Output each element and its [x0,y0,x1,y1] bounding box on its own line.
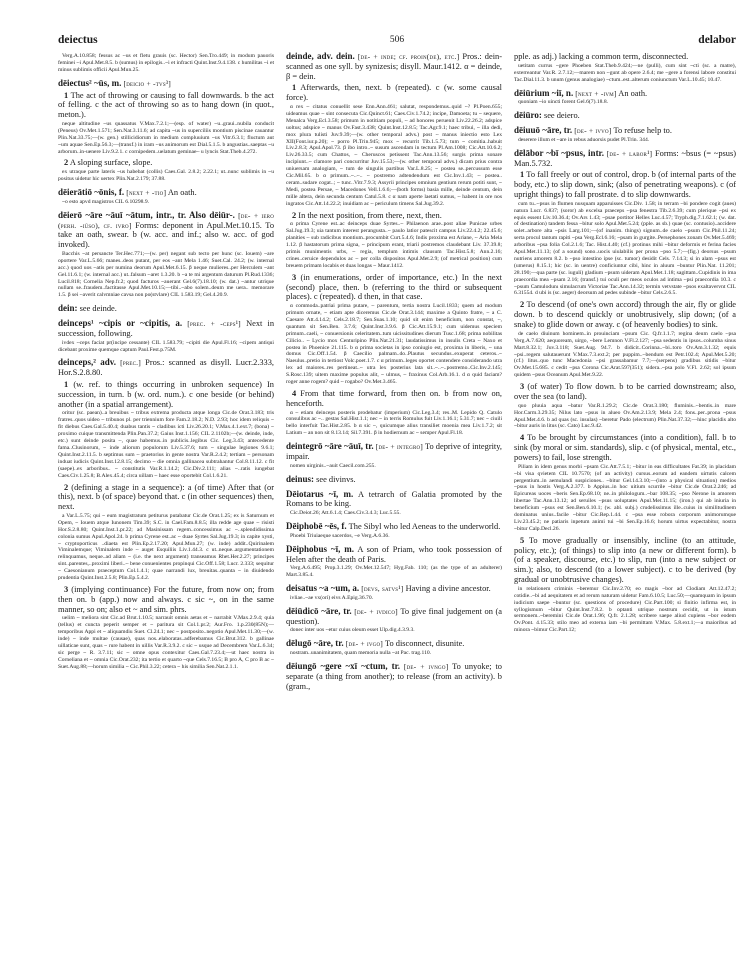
definition: A tetrarch of Galatia promoted by the Romans to be king. [286,489,502,509]
etymology: [devs, satvs¹] [361,584,404,594]
citations: a Var.L.5.75; qui ~ eum magistratum petiturus putabatur Cic.de Orat.1.25; ex is Saturnum et Opem, ~ Iouem atque Iunonem Tim.39; S.C. in Cael.Fam.8.8.5; illa redde age quae ~ risisti Hor.S.2.8.80; Quint.Inst.1.pr.22; ad Masinissam regem..concessimus ac ~..splendidissima colonia sumus Apul.Apol.24. b prima Cyrene est..ac ~ duae Syrtes Sal.Jug.19.3; in capite xysti, ~ cryptoporticus ..diaeta est Plin.Ep.2.17.20; Apul.Mun.27; (w. inde) addit..Quirinalem Viminalemque; Viminalem inde ~ auget Esquiliis Liv.1.44.3. c ut..neque..argumentationem relinquamus, neque..ad aliam ~ (i.e. the next argument) transeamus Rhet.Her.2.27; principes sint..parentes,..proximi liberi..~ bene conuenientes propinqui Cic.Off.1.58; Lucr. 2.333; sequitur ~ Caesonianum praeceptum Col.1.4.1; quae narrandi lux, breuitas..quanta ~ in diuidendo prudentia Quint.Inst.2.5.8; Plin.Ep.5.4.2. [58,512,274,582]
column-2 [286,52,502,957]
sense-number: 1 [64,90,69,100]
dictionary-entry [58,319,274,353]
running-head-first-word: deiectus [58,34,98,46]
citations: Phoebi Triuiaeque sacerdos, ~e Verg.A.6.36. [290,532,390,539]
entry-head [286,442,502,462]
etymology: [prec.] [120,358,142,368]
dictionary-entry [514,126,736,144]
citations: de caelo diuinum hominem..in prouinciam ~psum Cic. Q.fr.1.1.7; regina deum caelo ~psa Verg.A.7.620; aequoream, uirgo, ~bere Lemnon V.Fl.2.127; ~psa sedentis in ipsos..columba sinus Mart.8.32.1; Juv.3.118; Suet.Aug. 94.7. b didicit..Corinna..~bi..toro Ov.Am.3.1.32; equis ~psi..regem salutauerunt V.Max.7.3.ext.2; per puppim..~bendum est Petr.102.4; Apul.Met.5.20; (cf.) litus..quo tunc Macedonia ~psi grassabamur 7.7;—(serpens) gradibus sitidis ~bitur Ov.Met.15.685. c cedit ~psa Corona Cic.Arat.597(351); sidera..~psa polo V.Fl. 2.62; sol ipsum quidem ~psus Oceanum Apul.Met.9.22. [514,330,736,379]
sense-definition: 4 From that time forward, from then on. b from now on, henceforth. [286,388,502,408]
column-1 [58,52,274,902]
entry-head [58,188,274,198]
dictionary-entry [58,79,274,183]
headword: Dēiotarus ~ī, m. [286,488,354,499]
entry-head [514,126,736,136]
headword: deinceps,² adv. [58,357,116,368]
dictionary-entry [286,490,502,518]
sense-definition: 1 (w. ref. to things occurring in unbroken sequence) In succession, in turn. b (w. ord. num.). c one beside (or behind) another (in a spatial arrangement). [58,380,274,409]
etymology: [de- + iero (perh. -iūso), cf. ivro] [58,210,274,230]
headword: dēiūro: [514,110,542,121]
sense-definition: 2 A sloping surface, slope. [64,158,153,168]
headword: dēiūrium ~iī, n. [514,87,574,98]
citations: nostram..unanimitatem, quam memoria nulla ~at Pac. trag.110. [290,650,432,657]
sense-definition: 2 (defining a stage in a sequence): a (of time) After that (or this), next. b (of space) beyond that. c (in other sequences) then, next. [58,482,274,512]
sense-definition: 1 To fall freely or out of control, drop. b (of internal parts of the body, etc.) to slip down, sink; (also of penetrating weapons). c (of upright things) to fall prostrate. d to slip downwards. [514,170,736,199]
definition: Pros.: dein- scanned as one syll. by synizesis; disyll. Maur.1412. α = deinde, β = dein. [286,52,502,81]
headword: dēiūdicō ~āre, tr. [286,605,352,616]
definition: To refuse help to. [613,126,672,136]
definition: see divinvs. [316,474,356,484]
sense-number: 4 [520,433,525,443]
headword: deinde, adv. dein. [286,52,355,61]
citations: nomen uirginis..~auit Caecil.com.255. [290,462,376,469]
page-number: 506 [389,35,405,45]
citations: ivdex ~ceps faciat pr(incipe cessante) CIL 1.583.79; ~cipiti die Apul.Fl.16; ~cipem antiqui dicebant proxime quemque captum Paul.Fest.p.75M. [58,339,274,353]
sense-definition: 5 To move gradually or insensibly, incline (to an attitude, policy, etc.); (of things) to slip into (a new or different form). b (of a speaker, discourse, etc.) to slip, run (into a new subject or sim.); also, to descend (to a lower subject). c to be derived (by gradual or unobtrusive changes). [514,535,736,584]
sense-number: 4 [292,388,297,398]
dictionary-entry [58,53,274,74]
definition: Next in succession, following. [58,319,274,338]
sense-number: 1 [520,170,525,180]
citations: ivliae..~ae vx(ori) eivs A.Epig.36.70. [290,594,374,601]
sense-number: 1 [292,83,297,93]
definition: Forms: ~bsus (= ~psus) Man.5.732. [514,148,736,168]
definition: The Sibyl who led Aeneas to the underworld. [348,522,501,531]
dictionary-entry [514,111,736,121]
dictionary-entry [286,662,502,691]
definition: A son of Priam, who took possession of Helen after the death of Paris. [286,544,502,564]
sense-number: 3 [520,382,525,392]
citations: ex utraque parte lateris ~us habebat (collis) Caes.Gal. 2.8.2; 2.22.1; ut..nunc sublimis in ~u positus uidetur hic uertex Plin.Nat.2.179; 37.88. [58,169,274,183]
citations: oritur (sc. paean)..a breuibus ~ tribus extrema producta atque longa Cic.de Orat.3.183; tris fratres..quos uideo ~ tribunos pl. per triennium fore Fam.2.18.2; N.D. 2.93; hoc idem reliquis ~ fit diebus Caes.Gal.5.40.4; duabus tantis ~ cladibus icti Liv.26.20.1; V.Max.4.1.ext.7; (bona) ~ proximo cuique transmittenda Plin.Pan.37.2; Gaius Inst.1.156; CIL 2.1102b;—(w. deinde, inde, etc.) sunt deinde posita ~, quae habemus..in publicis..legibus Cic. Leg.3.43; antecedente fama..Clusinorum, ~ inde aliorum populorum Liv.5.37.6; tum ~ singulae legiones 9.6.1; Quint.Inst.2.11.5. b septimus sum ~ praetorius in gente nostra Var.R.2.4.2; tertiam ~ personam induat iudicis Quint.Inst.12.8.15; decimo ~ die omnia gallinacea subtrahantur Col.8.11.12. c fit (saepe)..ex arboribus.. ~ constitutis Var.R.1.14.2; Cic.Div.2.111; alias ~..ratis iungebat Caes.Civ.1.25.8; B.Alex.45.4; circa uillam ~ haec esse oportebit Col.1.6.21. [58,410,274,479]
citations: neque altitudine ~us quassatus V.Max.7.2.1;—(esp. of water) ~u..graui..nubila conducit (Peneus) Ov.Met.1.571; Sen.Nat.3.11.6; ad capita ~us in superciliis montium piscinae cauantur Plin.Nat.33.75;—(w. gen.) stillicidiorum in medium compluuium ~us Vitr.6.3.1; fluctum aut ~um aquae Sen.Ep.56.3;—(transf.) in iram ~us animorum est Dial.5.1.5. b angustias..saeptas ~u arborum..in-uenere Liv.9.2.1. c cornipedem..uelatum geminae~ u lyncis Stat.Theb.4.272. [58,120,274,155]
entry-head [514,52,736,62]
definition: To unyoke; to separate (a thing from another); to release (from an activity). b (gram., [286,662,502,691]
citations: ~o esto apvd magistros CIL 6.10298.9. [62,198,150,205]
citations: Verg.A.6.495; Prop.3.1.29; Ov.Met.12.547; Hyg.Fab. 110; (as the type of an adulterer) Mart.3.85.4. [286,565,502,579]
headword: Dēiphobus ~ī, m. [286,543,355,554]
dictionary-entry [286,639,502,657]
running-head [58,34,736,50]
dictionary-entry [514,52,736,84]
citations: quo pluuia aqua ~batur Var.R.1.29.2; Cic.de Orat.3.180; fluminis..~bentis..in mare Hor.Carm.3.29.35; Nilus lato ~psus in alueo Ov.Am.2.13.9; Mela 2.4; fons..per..prona ~psus Apul.Met.4.6. b ad quas (sc. insulas) ~beretur Pado (electrum) Plin.Nat.37.32;—hinc placidis alto ~bitur auris in litus (sc. Cato) Luc.9.42. [514,402,736,430]
dictionary-page [58,0,748,963]
sense-definition: 2 To descend (of one's own accord) through the air, fly or glide down. b to descend quickly or unobtrusively, slip down; (of a snake) to glide down or away. c (of heavenly bodies) to sink. [514,300,736,329]
etymology: [prec. + -ceps¹] [187,319,241,329]
entry-head [58,211,274,250]
sense-definition: 2 In the next position, from there, next, then. [292,210,442,220]
running-head-last-word: delabor [698,34,736,46]
headword: Dēiphobē ~ēs, f. [286,521,347,531]
headword: dēierātiō ~ōnis, f. [58,187,125,198]
headword: dēiungō ~gere ~xī ~ctum, tr. [286,661,401,672]
entry-head [286,475,502,485]
entry-head [58,319,274,339]
definition: see deinde. [79,304,117,314]
dictionary-entry [58,188,274,206]
sense-definition: 3 (of water) To flow down. b to be carried downstream; also, over the sea (to land). [514,382,736,401]
entry-head [58,79,274,89]
citations: deserere illum et ~are in rebus aduorsis pudet Pl.Trin. 344. [518,136,650,143]
entry-head [286,662,502,691]
sense-definition: 1 The act of throwing or causing to fall downwards. b the act of felling. c the act of throwing so as to hang down (in quot., meton.). [58,90,274,120]
citations: donec inter uos ~etur cuius oleum esset Ulp.dig.4.3.9.3. [290,627,415,634]
dictionary-entry [286,545,502,579]
citations: cum tu..~psus in flumen nusquam apparuisses Cic.Div. 1.58; in terram ~bi pondere cogit (aues) natura Lucr. 6.837; (soror) ab excelsa praeceps ~psa fenestra Tib.2.6.39; cum plerique ~psi ex equis essent Liv.10.36.4; Ov.Ars 1.43; ~psae portitor Helles Luc.4.57; Tryph.dig.7.1.62.1; (w. dat. of destination) tandem fessa ~bitur solo Apul.Met.5.24; (pple. as sb.) quae (sc. contusio)..accidere solet..arbore alta ~psis Larg.101;—(of inanim. things) signum..de caelo ~psum Cic.Phil.11.24; serta procul tantum rapiti ~psa Verg.Ecl.6.16; ~psam in gurgite..Persephones zonam Ov.Met.5.469; arboribus ~psa folia Col.2.1.6; Tac. Hist.4.40; (cf.) protinus mihi ~bitur deformis et ferina facies Apul.Met.11.13; (of a sound) sono..uocis uiulabilis per prona ~pso 5.7;—(fig.) deorsus ~psum nutriens amorem 8.2. b ~pso intestino ipse (sc. tumor) desidit Cels. 7.14.3; si in alam ~psus est (umerus) 8.15.1; hic (sc. in uentre) conficiuntur cibi, hinc in aluum ~buntur Plin.Nat. 11.201; 28.190;—qua parte (sc. iuguli) gladium ~psum uideram Apul.Met.1.18; sagittam..Cupidinis in ima praecordia mea ~psam 2.16; (transf.) tui oculi per meos oculos ad intima ~psi praecordia 10.3. c ~psum Camulodunι simulacrum Victoriae Tac.Ann.14.32; termin vetvstate ~psos exaltavervnt CIL 6.31554. d ubi is (sc. aeger) deorsum ad pedes subinde ~bitur Cels.2.6.5. [514,200,736,297]
citations: uelim ~ meliora sint Cic.ad Brut.1.10.5; narrauit omnis aetas et ~ narrabit V.Max.2.9.4; quia (tellus) et cuncta peperit semper et ~ paritura sit Col.1.pr.2; Aur.Fro. 1.p.230(85N);—temporibus Appi et ~ aliquamdiu Suet. Cl.24.1; nec ~ postposito..negotio Apul.Met.11.30;—(w. inde) ~ inde multae (causae), quas nos..elaboratas..adferebamus Cic.Brut.312. b gallinae uillaticae sunt, quas ~ rure habent in uillis Var.R.3.9.2. c sic ~ usque ad Decembrem Var.L.6.34; sic perge ~ R. 3.7.11; sic ~ omne opus contexitur Caes.Gal.7.23.4;—ut haec nostra in Corneliana et ~ omnia Cic.Orat.232; ita tertio et quarto ~que Cels.7.16.5; B pro A, C pro B ac ~ Suet.Aug.88;—horum similia ~ Cic.Phil.3.22; cetera ~ his similia Sen.Nat.2.1.1. [58,615,274,670]
citations: Bacchis ~at persancte Ter.Hec.771;—(w. per) negant sub tecto per hunc (sc. Iouem) ~are oportere Var.L.5.66; manes..deos putant, per eos ~ant Mela 1.46; Suet.Cal. 24.2; (w. internal acc.) quod uos ~atis per numina deorum Apul.Met.6.15. β neque mulieres..per Herculem ~ant Gel.11.6.1; (w. internal acc.) ut..falsum ~aret 1.3.20. b ~a te mi argentum daturum Pl.Rud.1336; Lucil.818; Cornelia Nep.fr.2; quod facturos ~auerant Gel.6(7).18.10; (w. dat.) ~antur utrique nullam se..fraudem..factitasse Apul.Met.10.15;—tibi..~abo solem..deum me uera.. memorare 1.5. β sei ~averit calvmniae cavsa non po(stvlare) CIL 1.583.19; Gel.4.20.9. [58,250,274,299]
dictionary-entry [286,475,502,485]
sense-number: 3 [64,584,69,594]
definition: Forms: deponent in Apul.Met.10.15. To take an oath, swear. b (w. acc. and inf.; also w. acc. of god invoked). [58,220,274,250]
dictionary-entry [514,89,736,107]
etymology: [de- + ivngo] [403,662,449,672]
entry-head [58,358,274,378]
sense-definition: 1 Afterwards, then, next. b (repeated). c (w. some causal force). [286,83,502,103]
entry-head [286,545,502,565]
sense-number: 2 [64,482,69,492]
definition: Pros.: scanned as disyll. Lucr.2.333, Hor.S.2.8.80. [58,358,274,378]
etymology: [de- + inde; cf. proin(de), etc.] [357,52,460,61]
sense-number: 5 [520,535,525,545]
definition: pple. as adj.) lacking a common term, disconnected. [514,52,689,61]
headword: dēiectus² ~ūs, m. [58,77,122,88]
etymology: [de- + ivgo] [345,639,384,649]
headword: dēierō ~āre ~āuī ~ātum, intr., tr. Also dēiūr-. [58,209,235,220]
dictionary-entry [286,442,502,470]
citations: α commoda..patriai prima putare, ~ parentum, tertia nostra Lucil.1833; quem ad modum primum ornate, ~ etiam apte diceremus Cic.de Orat.3.144; maxime a Quinto fratre, ~ a C. Caesare Att.4.14.2; Cels.2.18.7; Sen.Suas.1.10; quid sit enim beneficium, non constat, ~, quantum sit Sen.Ben. 3.7.6; Quint.Inst.3.9.6. β Cic.Att.15.9.1; cum uidemus speciem primum..caeli, ~ conuersionis celeritatem..tum uicissitudines dierum Tusc.1.68; prima nobilitas Cilicio.. ~ Lycio mox Centuripino Plin.Nat.21.31; laudatissimus in insulis Creta ~ Naxo et postea in Phoenice 21.115. b α prima societas in ipso coniugio est, proxima in liberis, ~ una domus Cic.Off.1.54. β Caecilio palmam..do..Plautus secundus..exuperat ceteros..~ Naeulus..pretio in tertiost Volc.poet.1.7. c α primum..leges oportet contendere considerando utra lex ad maiores..res pertineat..~ utra lex posterius lata sit..~..~..postremo..Cic.Inv.2.145; S.Rosc.139; uitem maxime populus alit, ~ ulmus, ~ fraxinus Col.Arb.16.1. d α quid faciam? roger anne rogem? quid ~ rogabo? Ov.Met.3.465. [286,303,502,386]
etymology: [next + -ivm] [575,88,617,98]
entry-head [286,607,502,627]
entry-head [286,490,502,510]
citations: α rex ~ citatus conuellit sese Enn.Ann.461; salutat, respondemus..quid ~? Pl.Poen.655; uideamus quae ~ sint consecuta Cic.Quinct.61; Caes.Civ.1.74.2; incipe, Damoeta; tu ~ sequere, Menalca Verg.Ecl.3.58; primum in notitiam populi, ~ ad honores peruenit Liv.22.26.2; adspice uoltus; adspice ~ manus Ov.Fast.3.438; Quint.Inst.12.8.5; Tac.Agr.9.1; haec tribui, ~ illa dedi, mox plura tulisti Juv.9.39;—(w. other temporal advs.) post ~ manus iniectio esto Lex XII(Font.iur.p.20); ~ porro Pl.Trin.945; mox ~ recurrit Tib.1.5.73; tum ~ comitia..habuit Liv.2.8.3; Apul.Apol.73. β ibo intro..~ susum ascendam in tectum Pl.Am.1008; Cic.Att.10.6.2; Liv.26.33.5; cum Chattos, ~ Cheruscos petissent Tac.Ann.13.56; surgis prima sonare incipiunt..~ clamore pari concurritur Juv.15.53;—(w. other temporal advs.) dicam prius contra uniuersam analogiam, ~ tum de singulis partibus Var.L.8.25; ~ postea se..percussum esse Cic.Mil.65. b α primum..~..~.. ~ postremo adtendendum est Cic.Inv.1.43; ~ postea.. ceram..sudare cogat..; ~ tunc..Vitr.7.9.3; Assyrii principes omnium gentium rerum potiti sunt, ~ Medi, postea Persae, ~ Macedones Vell.1.6.6;—(both forms) basia mille, deinde centum, dein mille altera, dein secunda centum Catul.5.8. c α nam aperte laetati sumus, ~ habent in ore nos ingratos Cic.Att.14.22.2; inuidiam ac ~ periculum timens Sal.Jug.39.2. [286,103,502,207]
citations: quoniam ~io uincti forent Gel.6(7).18.8. [518,99,609,106]
entry-head [286,522,502,532]
dictionary-entry [286,584,502,602]
headword: dēlugō ~āre, tr. [286,638,344,649]
citations: Verg.A.10.858; fessus ac ~us et fletu grauis (sc. Hector) Sen.Tro.449; in modum pauoris feminei ~i Apul.Met.8.5. b (sumus) in epilogis..~i et infracti Quint.Inst.9.4.138. c humilitas ~i et minus sublimis officii Apul.Mun.25. [58,53,274,73]
sense-number: 1 [64,380,69,390]
dictionary-entry [58,304,274,314]
headword: deisatus ~a ~um, a. [286,583,360,594]
headword: deintegrō ~āre ~āuī, tr. [286,441,374,452]
etymology: [de- + ivdico] [354,606,398,616]
headword: dein: [58,303,78,314]
citations: Cic.Deiot.26; Att.6.1.4; Caes.Civ.3.4.3; Luc.5.55. [290,510,401,517]
definition: see deiero. [543,111,580,121]
sense-number: 2 [292,210,297,220]
dictionary-entry [58,358,274,670]
column-3 [514,52,736,957]
sense-definition: 4 To be brought by circumstances (into a condition), fall. b to sink (by moral or sim. standards), slip. c (of physical, mental, etc., powers) to fail, lose strength. [514,433,736,462]
dictionary-entry [514,149,736,634]
entry-head [514,89,736,99]
sense-definition: 3 (in enumerations, order of importance, etc.) In the next (second) place, then. b (referring to the third or subsequent places). c (repeated). d then, in that case. [286,272,502,302]
definition: To deprive of integrity, impair. [286,442,502,461]
sense-definition: 3 (implying continuance) For the future, from now on; from then on. b (app.) now and always. c sic ~, on in the same manner, so on; also et ~ and sim. phrs. [58,584,274,614]
sense-number: 2 [520,300,525,310]
entry-head [514,149,736,169]
dictionary-entry [286,52,502,437]
definition: To give final judgement on (a question). [286,606,502,626]
etymology: [de- + integro] [375,442,424,452]
entry-head [286,584,502,594]
citations: uetitam currus ~gere Phoeben Stat.Theb.9.424;—ne (pulli), cum sint ~cti (sc. a matre), exterreantur Var.R. 2.7.12;—marem non ~gunt ab opere 2.6.4; me ~gere a forensi labore constitui Tac.Dial.11.3. b unum (genus analogiae) ~ctum..est..alterum coniunctum Var.L.10.45; 10.47. [514,62,736,83]
citations: α ~ etiam deinceps posteris prodebatur (imperium) Cic.Leg.3.4; res..M. Lepido Q. Catulo consulibus ac ~.. gestas Sal.Hist.1.1; nec ~ in terris Romulus fuit Liv.1.16.1; 5.31.7; nec ~ ciuili bello interfuit Tac.Hist.2.85. b α sic ~, quicumque alius transiliet moenia mea Liv.1.7.2; sit Latium ~ an non sit 8.13.14; Sil.7.391. β in hodiernum ac ~ semper Apul.Fl.18. [286,409,502,437]
entry-head [286,639,502,649]
etymology: [next + -tio] [126,188,167,198]
definition: An oath. [618,88,648,98]
dictionary-entry [286,607,502,635]
citations: in relationem criminis ~beremur Cic.Inv.2.70; eo magis ~bor ad Clodiam Att.12.47.2; cotidie..~bi ad aequitatem et ad rerum naturam uidetur Fam.6.10.5; Luc.50;—quamquam in ipsum iudicium saepe ~buntur (sc. questions of procedure) Cic.Part.100; si finitio infirma est, in syllogismum ~bitur Quint.Inst.7.8.2. b optanti utrique nostrum cecidit, ut in istum sermonem..~beremini Cic.de Orat.1.96; Q.fr. 2.1.28; scribere saepe aliud cupiens ~bor eodem Ov.Pont. 4.15.33; stilo meo ad externa iam ~bi permittam V.Max. 5.8.ext.1;—a maioribus ad minora ~bimur Cic.Part.12; [514,585,736,634]
definition: To disconnect, disunite. [384,639,465,649]
definition: An oath. [167,188,197,198]
definition: Having a divine ancestor. [405,584,491,594]
etymology: [deicio + -tvs³] [123,78,172,88]
dictionary-entry [286,522,502,540]
etymology: [de- + labor¹] [606,148,653,158]
headword: dēlābor ~bī ~psus, intr. [514,147,604,158]
headword: deinceps¹ ~cipis or ~cipitis, a. [58,318,183,329]
citations: α prima Cyrene est..ac deinceps duae Syrtes..~ Philaenon arae..post aliae Punicae urbes Sal.Jug.19.3; uia tantum interest perangusta..~ paulo latior patescit campus Liv.22.4.2; 22.45.6; planities ~ sub radicibus montium..procumbit Curt.5.4.6; Indis proxima est Ariane, ~ Aria Mela 1.12. β hastatorum prima signa, ~ principum erant, triarii postremos claudebant Liv. 37.39.8; primis munimentis urbs, ~ regia, templum intimis clausum Tac.Hist.5.8; Ann.2.16; crines..ceruice dependulos ac ~ per colla dispositos Apul.Met.2.9; (of metrical position) cum breuem primam locabis et duas longas ~ Maur.1412. [286,221,502,269]
headword: dēiuuō ~āre, tr. [514,125,573,136]
sense-number: 3 [292,272,297,282]
citations: Piliam in idem genus morbi ~psam Cic.Att.7.5.1; ~bitur in eas difficultates Fat.39; in placidam ~bi visa qvietem CIL 10.7570; (of an activity) cursus..eorum ad eandem uirtutis calcem pergentium..in aemulandi suspiciones.. ~bitur Gel.14.3.10;—(into a physical situation) medios ~psus in hostis Verg.A.2.377. b Appius..in hoc uitium scurrile ~bitur Cic.de Orat.2.246; ad Epicureas uoces ~beris Sen.Ep.68.10; ne..in philologum..~bar 108.35; ~pso Nerone in amorem libertae Tac.Ann.13.12; ad seruiles ~psus uoluptates Apul.Met.11.15; (iron.) qui ab iniuria in beneficium ~psus est Sen.Ben.6.10.1; (w. abl. subj.) crudelissimus ille..cuius in similitudinem dominatus unius..facile ~bitur Cic.Rep.1.44. c ~psa esse robora corporum animorumque Liv.23.45.2; ne patiaris inpetum animi tui ~bi Sen.Ep.16.6; horum uirtus expectabitur, nostra ~bitur Calp.Decl.26. [514,463,736,532]
entry-head [514,111,736,121]
etymology: [de- + ivvo] [574,126,612,136]
headword: deinus: [286,473,315,484]
sense-number: 2 [64,158,69,168]
dictionary-entry [58,211,274,300]
entry-head [58,304,274,314]
entry-head [286,52,502,81]
